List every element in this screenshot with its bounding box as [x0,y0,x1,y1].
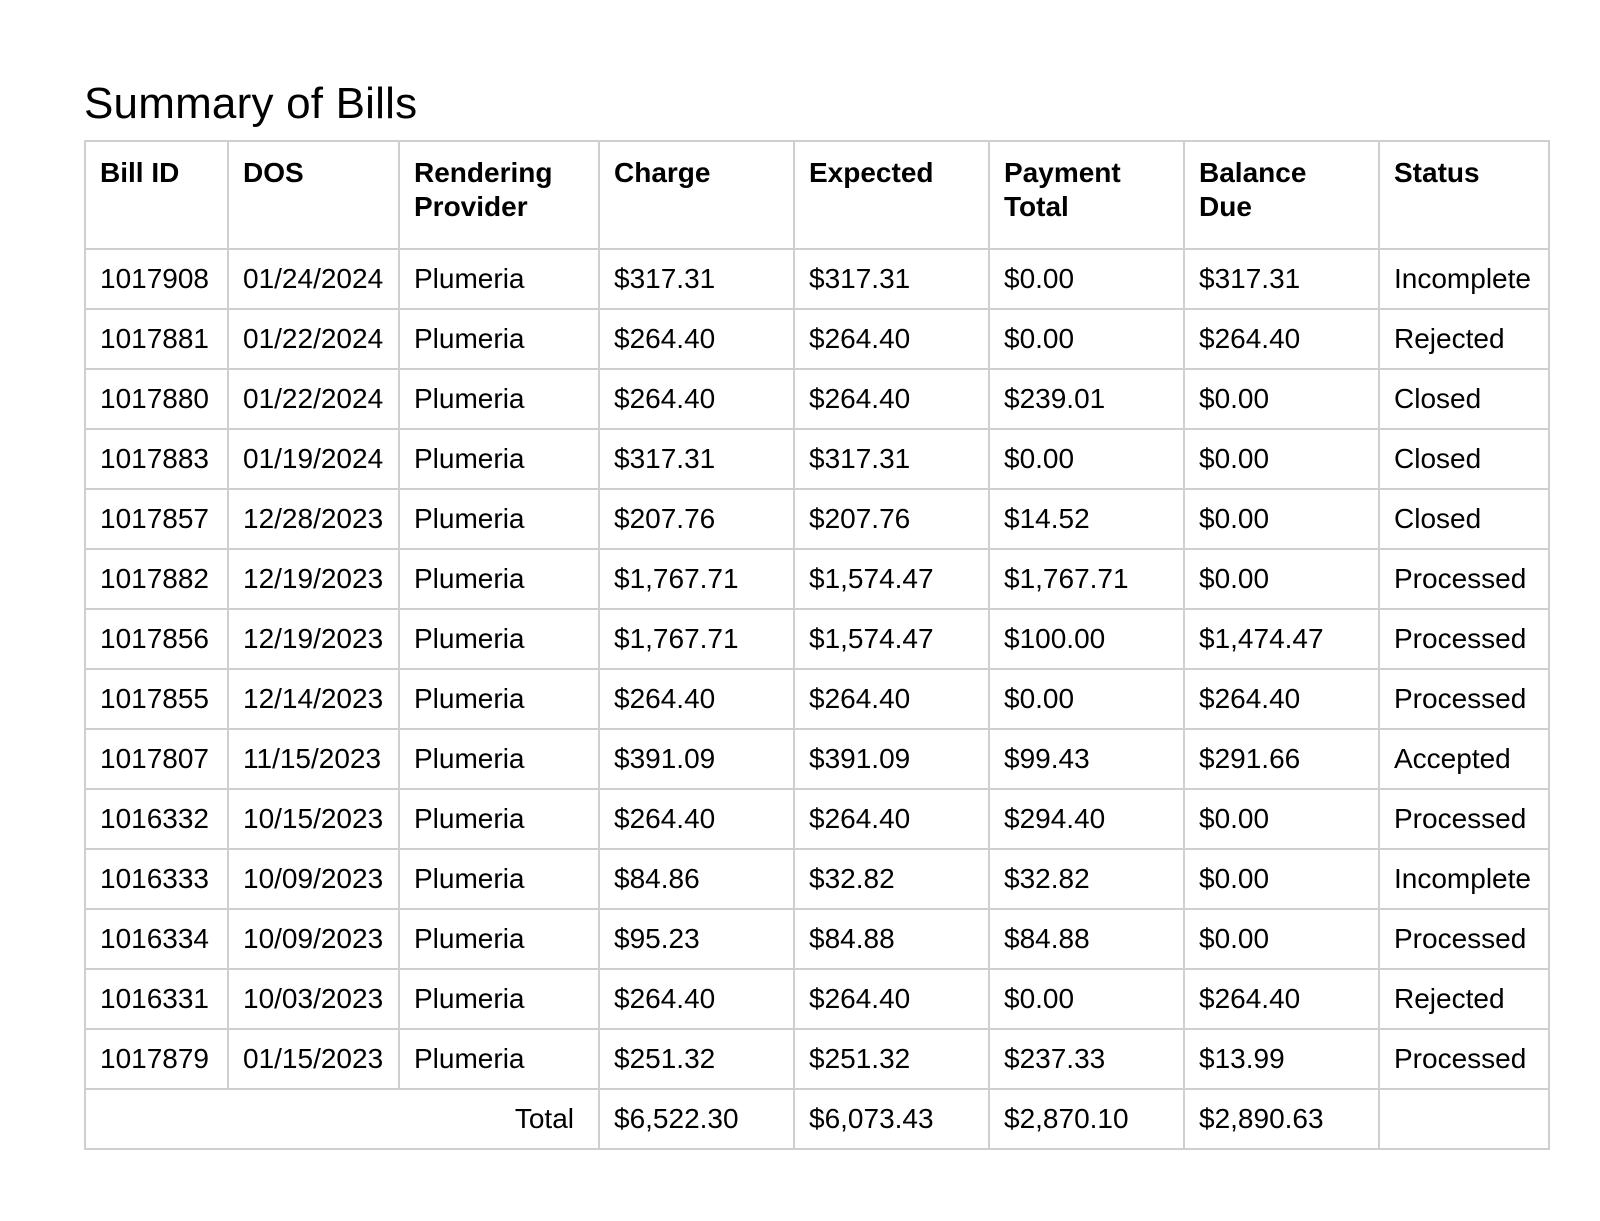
rendering-provider-cell: Plumeria [399,669,599,729]
rendering-provider-cell: Plumeria [399,249,599,309]
table-row [85,909,1549,969]
bill-id-cell: 1017883 [85,429,228,489]
header-bill-id: Bill ID [85,141,228,249]
dos-cell: 10/03/2023 [228,969,399,1029]
payment-total-cell: $100.00 [989,609,1184,669]
table-row [85,429,1549,489]
table-row [85,729,1549,789]
charge-cell: $84.86 [599,849,794,909]
dos-cell: 12/19/2023 [228,549,399,609]
status-cell: Accepted [1379,729,1549,789]
header-status: Status [1379,141,1549,249]
header-payment-total: Payment Total [989,141,1184,249]
expected-cell: $1,574.47 [794,609,989,669]
payment-total-cell: $294.40 [989,789,1184,849]
balance-due-cell: $264.40 [1184,669,1379,729]
table-row [85,789,1549,849]
bill-id-cell: 1016334 [85,909,228,969]
table-row [85,849,1549,909]
bill-id-cell: 1017882 [85,549,228,609]
table-row [85,969,1549,1029]
rendering-provider-cell: Plumeria [399,789,599,849]
balance-due-cell: $0.00 [1184,849,1379,909]
bill-id-cell: 1017807 [85,729,228,789]
header-balance-due: Balance Due [1184,141,1379,249]
bill-id-cell: 1017855 [85,669,228,729]
table-header [85,141,1549,249]
charge-cell: $264.40 [599,369,794,429]
balance-due-cell: $13.99 [1184,1029,1379,1089]
bill-id-cell: 1017880 [85,369,228,429]
rendering-provider-cell: Plumeria [399,429,599,489]
status-cell: Processed [1379,549,1549,609]
status-cell: Processed [1379,789,1549,849]
bill-id-cell: 1016333 [85,849,228,909]
status-cell: Processed [1379,909,1549,969]
payment-total-cell: $0.00 [989,309,1184,369]
status-cell: Rejected [1379,309,1549,369]
rendering-provider-cell: Plumeria [399,489,599,549]
expected-cell: $1,574.47 [794,549,989,609]
bill-id-cell: 1017857 [85,489,228,549]
charge-cell: $264.40 [599,789,794,849]
bill-id-cell: 1017908 [85,249,228,309]
expected-cell: $84.88 [794,909,989,969]
dos-cell: 12/28/2023 [228,489,399,549]
page-title: Summary of Bills [84,79,418,128]
dos-cell: 01/22/2024 [228,369,399,429]
total-charge: $6,522.30 [599,1089,794,1149]
payment-total-cell: $0.00 [989,429,1184,489]
status-cell: Closed [1379,429,1549,489]
balance-due-cell: $0.00 [1184,789,1379,849]
rendering-provider-cell: Plumeria [399,309,599,369]
header-dos: DOS [228,141,399,249]
balance-due-cell: $0.00 [1184,549,1379,609]
table-row [85,309,1549,369]
rendering-provider-cell: Plumeria [399,849,599,909]
balance-due-cell: $264.40 [1184,309,1379,369]
header-expected: Expected [794,141,989,249]
table-row [85,1029,1549,1089]
charge-cell: $95.23 [599,909,794,969]
charge-cell: $1,767.71 [599,609,794,669]
balance-due-cell: $264.40 [1184,969,1379,1029]
dos-cell: 01/24/2024 [228,249,399,309]
status-cell: Closed [1379,369,1549,429]
dos-cell: 10/15/2023 [228,789,399,849]
status-cell: Processed [1379,609,1549,669]
bill-id-cell: 1017881 [85,309,228,369]
dos-cell: 10/09/2023 [228,909,399,969]
table-row [85,669,1549,729]
payment-total-cell: $84.88 [989,909,1184,969]
table-row [85,549,1549,609]
dos-cell: 10/09/2023 [228,849,399,909]
payment-total-cell: $239.01 [989,369,1184,429]
charge-cell: $264.40 [599,969,794,1029]
status-cell: Processed [1379,1029,1549,1089]
total-status [1379,1089,1549,1149]
rendering-provider-cell: Plumeria [399,1029,599,1089]
bill-id-cell: 1016331 [85,969,228,1029]
payment-total-cell: $1,767.71 [989,549,1184,609]
status-cell: Processed [1379,669,1549,729]
status-cell: Closed [1379,489,1549,549]
total-balance-due: $2,890.63 [1184,1089,1379,1149]
expected-cell: $32.82 [794,849,989,909]
header-rendering-provider: Rendering Provider [399,141,599,249]
table-row [85,609,1549,669]
bill-id-cell: 1016332 [85,789,228,849]
total-label: Total [85,1089,599,1149]
charge-cell: $207.76 [599,489,794,549]
status-cell: Incomplete [1379,849,1549,909]
table-body [85,249,1549,1089]
dos-cell: 01/15/2023 [228,1029,399,1089]
rendering-provider-cell: Plumeria [399,729,599,789]
dos-cell: 11/15/2023 [228,729,399,789]
expected-cell: $264.40 [794,309,989,369]
table-row [85,249,1549,309]
rendering-provider-cell: Plumeria [399,369,599,429]
balance-due-cell: $317.31 [1184,249,1379,309]
expected-cell: $317.31 [794,249,989,309]
bills-summary-table [84,140,1550,1150]
expected-cell: $317.31 [794,429,989,489]
charge-cell: $264.40 [599,669,794,729]
total-payment-total: $2,870.10 [989,1089,1184,1149]
header-charge: Charge [599,141,794,249]
table-footer [85,1089,1549,1149]
expected-cell: $391.09 [794,729,989,789]
balance-due-cell: $0.00 [1184,489,1379,549]
expected-cell: $264.40 [794,369,989,429]
status-cell: Incomplete [1379,249,1549,309]
charge-cell: $317.31 [599,249,794,309]
payment-total-cell: $99.43 [989,729,1184,789]
bill-id-cell: 1017879 [85,1029,228,1089]
balance-due-cell: $0.00 [1184,369,1379,429]
expected-cell: $264.40 [794,969,989,1029]
rendering-provider-cell: Plumeria [399,909,599,969]
balance-due-cell: $291.66 [1184,729,1379,789]
dos-cell: 01/19/2024 [228,429,399,489]
rendering-provider-cell: Plumeria [399,609,599,669]
expected-cell: $264.40 [794,789,989,849]
dos-cell: 01/22/2024 [228,309,399,369]
balance-due-cell: $0.00 [1184,909,1379,969]
expected-cell: $251.32 [794,1029,989,1089]
payment-total-cell: $32.82 [989,849,1184,909]
total-expected: $6,073.43 [794,1089,989,1149]
totals-row [85,1089,1549,1149]
dos-cell: 12/19/2023 [228,609,399,669]
expected-cell: $264.40 [794,669,989,729]
charge-cell: $251.32 [599,1029,794,1089]
payment-total-cell: $0.00 [989,669,1184,729]
header-row [85,141,1549,249]
table-row [85,489,1549,549]
payment-total-cell: $237.33 [989,1029,1184,1089]
status-cell: Rejected [1379,969,1549,1029]
table-row [85,369,1549,429]
balance-due-cell: $0.00 [1184,429,1379,489]
charge-cell: $1,767.71 [599,549,794,609]
charge-cell: $317.31 [599,429,794,489]
payment-total-cell: $0.00 [989,249,1184,309]
payment-total-cell: $0.00 [989,969,1184,1029]
payment-total-cell: $14.52 [989,489,1184,549]
expected-cell: $207.76 [794,489,989,549]
balance-due-cell: $1,474.47 [1184,609,1379,669]
bill-id-cell: 1017856 [85,609,228,669]
rendering-provider-cell: Plumeria [399,549,599,609]
rendering-provider-cell: Plumeria [399,969,599,1029]
dos-cell: 12/14/2023 [228,669,399,729]
charge-cell: $264.40 [599,309,794,369]
charge-cell: $391.09 [599,729,794,789]
